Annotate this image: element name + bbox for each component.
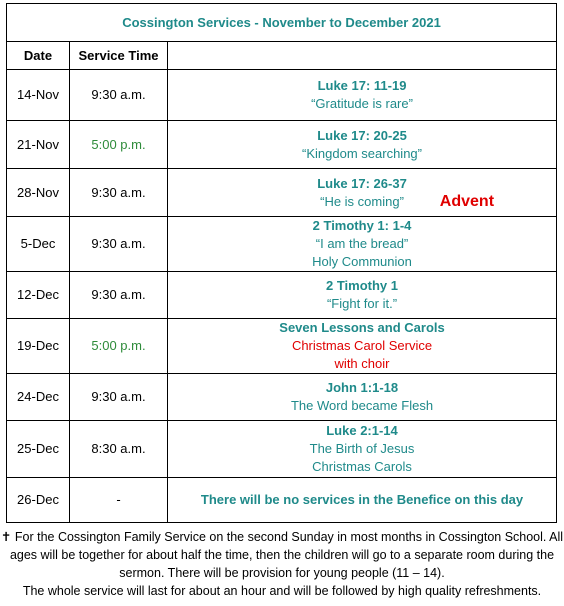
row-date: 14-Nov [7, 70, 70, 121]
row-detail [168, 169, 557, 217]
row-date: 25-Dec [7, 421, 70, 478]
services-table [6, 3, 557, 523]
footnote-line: ages will be together for about half the time, then the children will go to a separate room during the [9, 548, 555, 562]
sermon-title: “Gratitude is rare” [311, 96, 413, 111]
row-detail [168, 272, 557, 319]
reading-ref: 2 Timothy 1 [326, 278, 399, 293]
sermon-title: The Birth of Jesus [309, 441, 415, 456]
row-date: 12-Dec [7, 272, 70, 319]
service-note: Christmas Carols [312, 459, 412, 474]
row-time: 9:30 a.m. [70, 217, 168, 272]
row-detail [168, 421, 557, 478]
table-title: Cossington Services - November to December 2021 [7, 4, 557, 42]
row-time: 5:00 p.m. [70, 319, 168, 374]
table-row [7, 374, 557, 421]
reading-ref: 2 Timothy 1: 1-4 [312, 218, 412, 233]
row-date: 19-Dec [7, 319, 70, 374]
header-reading [168, 42, 557, 70]
reading-ref: Seven Lessons and Carols [279, 320, 445, 335]
reading-ref: John 1:1-18 [325, 380, 399, 395]
row-time: 9:30 a.m. [70, 169, 168, 217]
sermon-title: Christmas Carol Service [291, 338, 433, 353]
table-row [7, 421, 557, 478]
row-date: 28-Nov [7, 169, 70, 217]
sermon-title: The Word became Flesh [290, 398, 434, 413]
reading-ref: Luke 17: 11-19 [317, 78, 407, 93]
reading-ref: Luke 17: 26-37 [317, 175, 407, 191]
row-time: 5:00 p.m. [70, 121, 168, 169]
row-detail [168, 374, 557, 421]
header-date: Date [7, 42, 70, 70]
sermon-title: “I am the bread” [315, 236, 409, 251]
row-date: 24-Dec [7, 374, 70, 421]
reading-ref: Luke 2:1-14 [326, 423, 398, 438]
table-row [7, 217, 557, 272]
footnote-line: sermon. There will be provision for young people (11 – 14). [119, 566, 445, 580]
footnote-line: The whole service will last for about an hour and will be followed by high quality refreshments. [22, 584, 542, 598]
row-date: 26-Dec [7, 478, 70, 523]
row-date: 21-Nov [7, 121, 70, 169]
service-note: Holy Communion [312, 254, 412, 269]
row-time: 9:30 a.m. [70, 70, 168, 121]
row-time: 8:30 a.m. [70, 421, 168, 478]
footnote [0, 528, 564, 600]
header-service-time: Service Time [70, 42, 168, 70]
row-detail [168, 70, 557, 121]
sermon-title: “Fight for it.” [326, 296, 398, 311]
service-note: with choir [334, 356, 390, 371]
reading-ref: Luke 17: 20-25 [317, 127, 407, 143]
sermon-title: “Kingdom searching” [302, 145, 422, 161]
table-row [7, 319, 557, 374]
advent-label: Advent [439, 193, 495, 210]
row-time: 9:30 a.m. [70, 374, 168, 421]
no-service-note: There will be no services in the Benefice on this day [168, 478, 557, 523]
row-date: 5-Dec [7, 217, 70, 272]
row-detail [168, 121, 557, 169]
table-row [7, 478, 557, 523]
row-time: - [70, 478, 168, 523]
table-row [7, 169, 557, 217]
row-detail [168, 319, 557, 374]
sermon-title: “He is coming” [320, 193, 404, 209]
table-row [7, 70, 557, 121]
table-row [7, 272, 557, 319]
footnote-line: ✝ For the Cossington Family Service on the second Sunday in most months in Cossington School. All [0, 530, 564, 544]
table-row [7, 121, 557, 169]
row-time: 9:30 a.m. [70, 272, 168, 319]
row-detail [168, 217, 557, 272]
